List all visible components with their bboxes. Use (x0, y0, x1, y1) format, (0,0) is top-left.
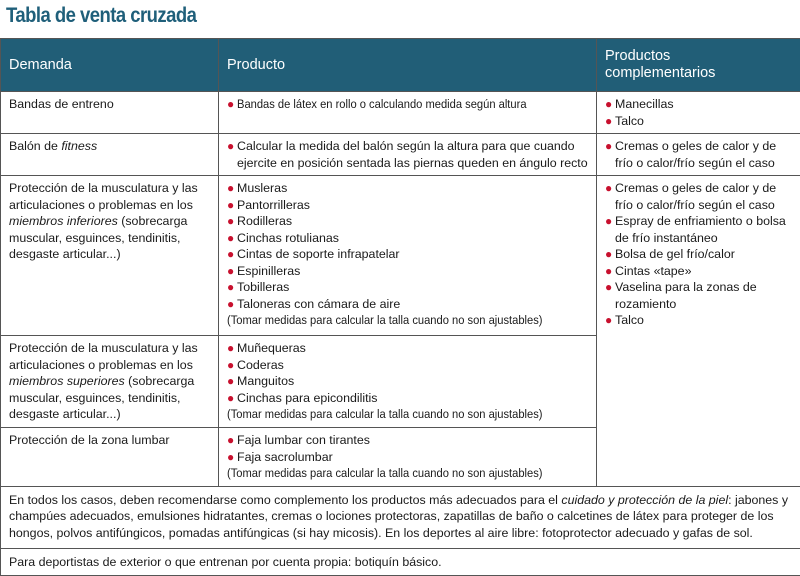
all-cases-note: En todos los casos, deben recomendarse como complemento los productos más adecuados para el cuidado y protección de la piel: jabones y champúes adecuados, emulsiones hidratantes, cremas o lociones protectoras, zapatillas de baño o calcetines de látex para proteger de los hongos, polvos antifúngicos, pomadas antifúngicas (si hay micosis). En los deportes al aire libre: fotoprotector adecuado y gafas de sol. (1, 486, 800, 548)
table-title: Tabla de venta cruzada (6, 4, 196, 28)
bullet-icon: ● (227, 263, 234, 280)
list-item: ● Talco (605, 113, 792, 130)
list-item: ● Musleras (227, 180, 588, 197)
bullet-icon: ● (227, 246, 234, 263)
header-row (1, 39, 800, 92)
bullet-icon: ● (227, 230, 234, 247)
bullet-icon: ● (605, 246, 612, 263)
list-item: ● Vaselina para la zonas de rozamiento (605, 279, 792, 312)
list-item: ● Tobilleras (227, 279, 588, 296)
list-item: ● Cintas de soporte infrapatelar (227, 246, 588, 263)
bullet-icon: ● (605, 96, 612, 113)
list-item: ● Faja lumbar con tirantes (227, 432, 588, 449)
bullet-icon: ● (227, 449, 234, 466)
demanda-cell: Protección de la zona lumbar (1, 428, 219, 487)
table-row (1, 134, 800, 176)
list-item: ● Muñequeras (227, 340, 588, 357)
producto-cell (219, 336, 597, 428)
list-item: ● Espinilleras (227, 263, 588, 280)
bullet-icon: ● (227, 390, 234, 407)
bullet-icon: ● (227, 180, 234, 197)
size-note: (Tomar medidas para calcular la talla cuando no son ajustables) (227, 312, 588, 329)
demanda-cell: Bandas de entreno (1, 92, 219, 134)
list-item: ● Calcular la medida del balón según la altura para que cuando ejercite en posición sentada las piernas queden en ángulo recto (227, 138, 588, 171)
list-item: ● Manguitos (227, 373, 588, 390)
bullet-icon: ● (605, 213, 612, 230)
producto-cell (219, 134, 597, 176)
list-item: ● Cinchas para epicondilitis (227, 390, 588, 407)
list-item: ● Faja sacrolumbar (227, 449, 588, 466)
bullet-icon: ● (605, 279, 612, 296)
size-note: (Tomar medidas para calcular la talla cuando no son ajustables) (227, 406, 588, 423)
size-note: (Tomar medidas para calcular la talla cuando no son ajustables) (227, 465, 588, 482)
list-item: ● Cinchas rotulianas (227, 230, 588, 247)
bullet-icon: ● (227, 373, 234, 390)
bullet-icon: ● (605, 312, 612, 329)
producto-cell (219, 92, 597, 134)
list-item: ● Bandas de látex en rollo o calculando medida según altura (227, 96, 588, 113)
bullet-icon: ● (227, 357, 234, 374)
bullet-icon: ● (605, 113, 612, 130)
list-item: ● Cremas o geles de calor y de frío o calor/frío según el caso (605, 138, 792, 171)
header-complementarios: Productos complementarios (597, 39, 800, 92)
bullet-icon: ● (227, 213, 234, 230)
bullet-icon: ● (227, 296, 234, 313)
bullet-icon: ● (227, 197, 234, 214)
bullet-icon: ● (605, 180, 612, 197)
cross-selling-table (0, 38, 800, 576)
bullet-icon: ● (227, 138, 234, 155)
bullet-icon: ● (227, 279, 234, 296)
list-item: ● Espray de enfriamiento o bolsa de frío instantáneo (605, 213, 792, 246)
list-item: ● Coderas (227, 357, 588, 374)
producto-cell (219, 176, 597, 336)
table-row (1, 92, 800, 134)
demanda-cell: Balón de fitness (1, 134, 219, 176)
list-item: ● Taloneras con cámara de aire (227, 296, 588, 313)
complementarios-cell (597, 176, 800, 487)
list-item: ● Pantorrilleras (227, 197, 588, 214)
bullet-icon: ● (605, 138, 612, 155)
demanda-cell: Protección de la musculatura y las articulaciones o problemas en los miembros inferiores (sobrecarga muscular, esguinces, tendinitis, desgaste articular...) (1, 176, 219, 336)
bullet-icon: ● (227, 340, 234, 357)
list-item: ● Talco (605, 312, 792, 329)
table-row (1, 176, 800, 336)
bullet-icon: ● (605, 263, 612, 280)
list-item: ● Cintas «tape» (605, 263, 792, 280)
list-item: ● Manecillas (605, 96, 792, 113)
list-item: ● Cremas o geles de calor y de frío o calor/frío según el caso (605, 180, 792, 213)
bullet-icon: ● (227, 432, 234, 449)
table-row-all-cases (1, 486, 800, 548)
complementarios-cell (597, 92, 800, 134)
header-demanda: Demanda (1, 39, 219, 92)
outdoor-note: Para deportistas de exterior o que entrenan por cuenta propia: botiquín básico. (1, 548, 800, 576)
demanda-cell: Protección de la musculatura y las articulaciones o problemas en los miembros superiores (sobrecarga muscular, esguinces, tendinitis, desgaste articular...) (1, 336, 219, 428)
producto-cell (219, 428, 597, 487)
complementarios-cell (597, 134, 800, 176)
list-item: ● Rodilleras (227, 213, 588, 230)
header-producto: Producto (219, 39, 597, 92)
bullet-icon: ● (227, 96, 234, 113)
table-row-outdoor (1, 548, 800, 576)
list-item: ● Bolsa de gel frío/calor (605, 246, 792, 263)
